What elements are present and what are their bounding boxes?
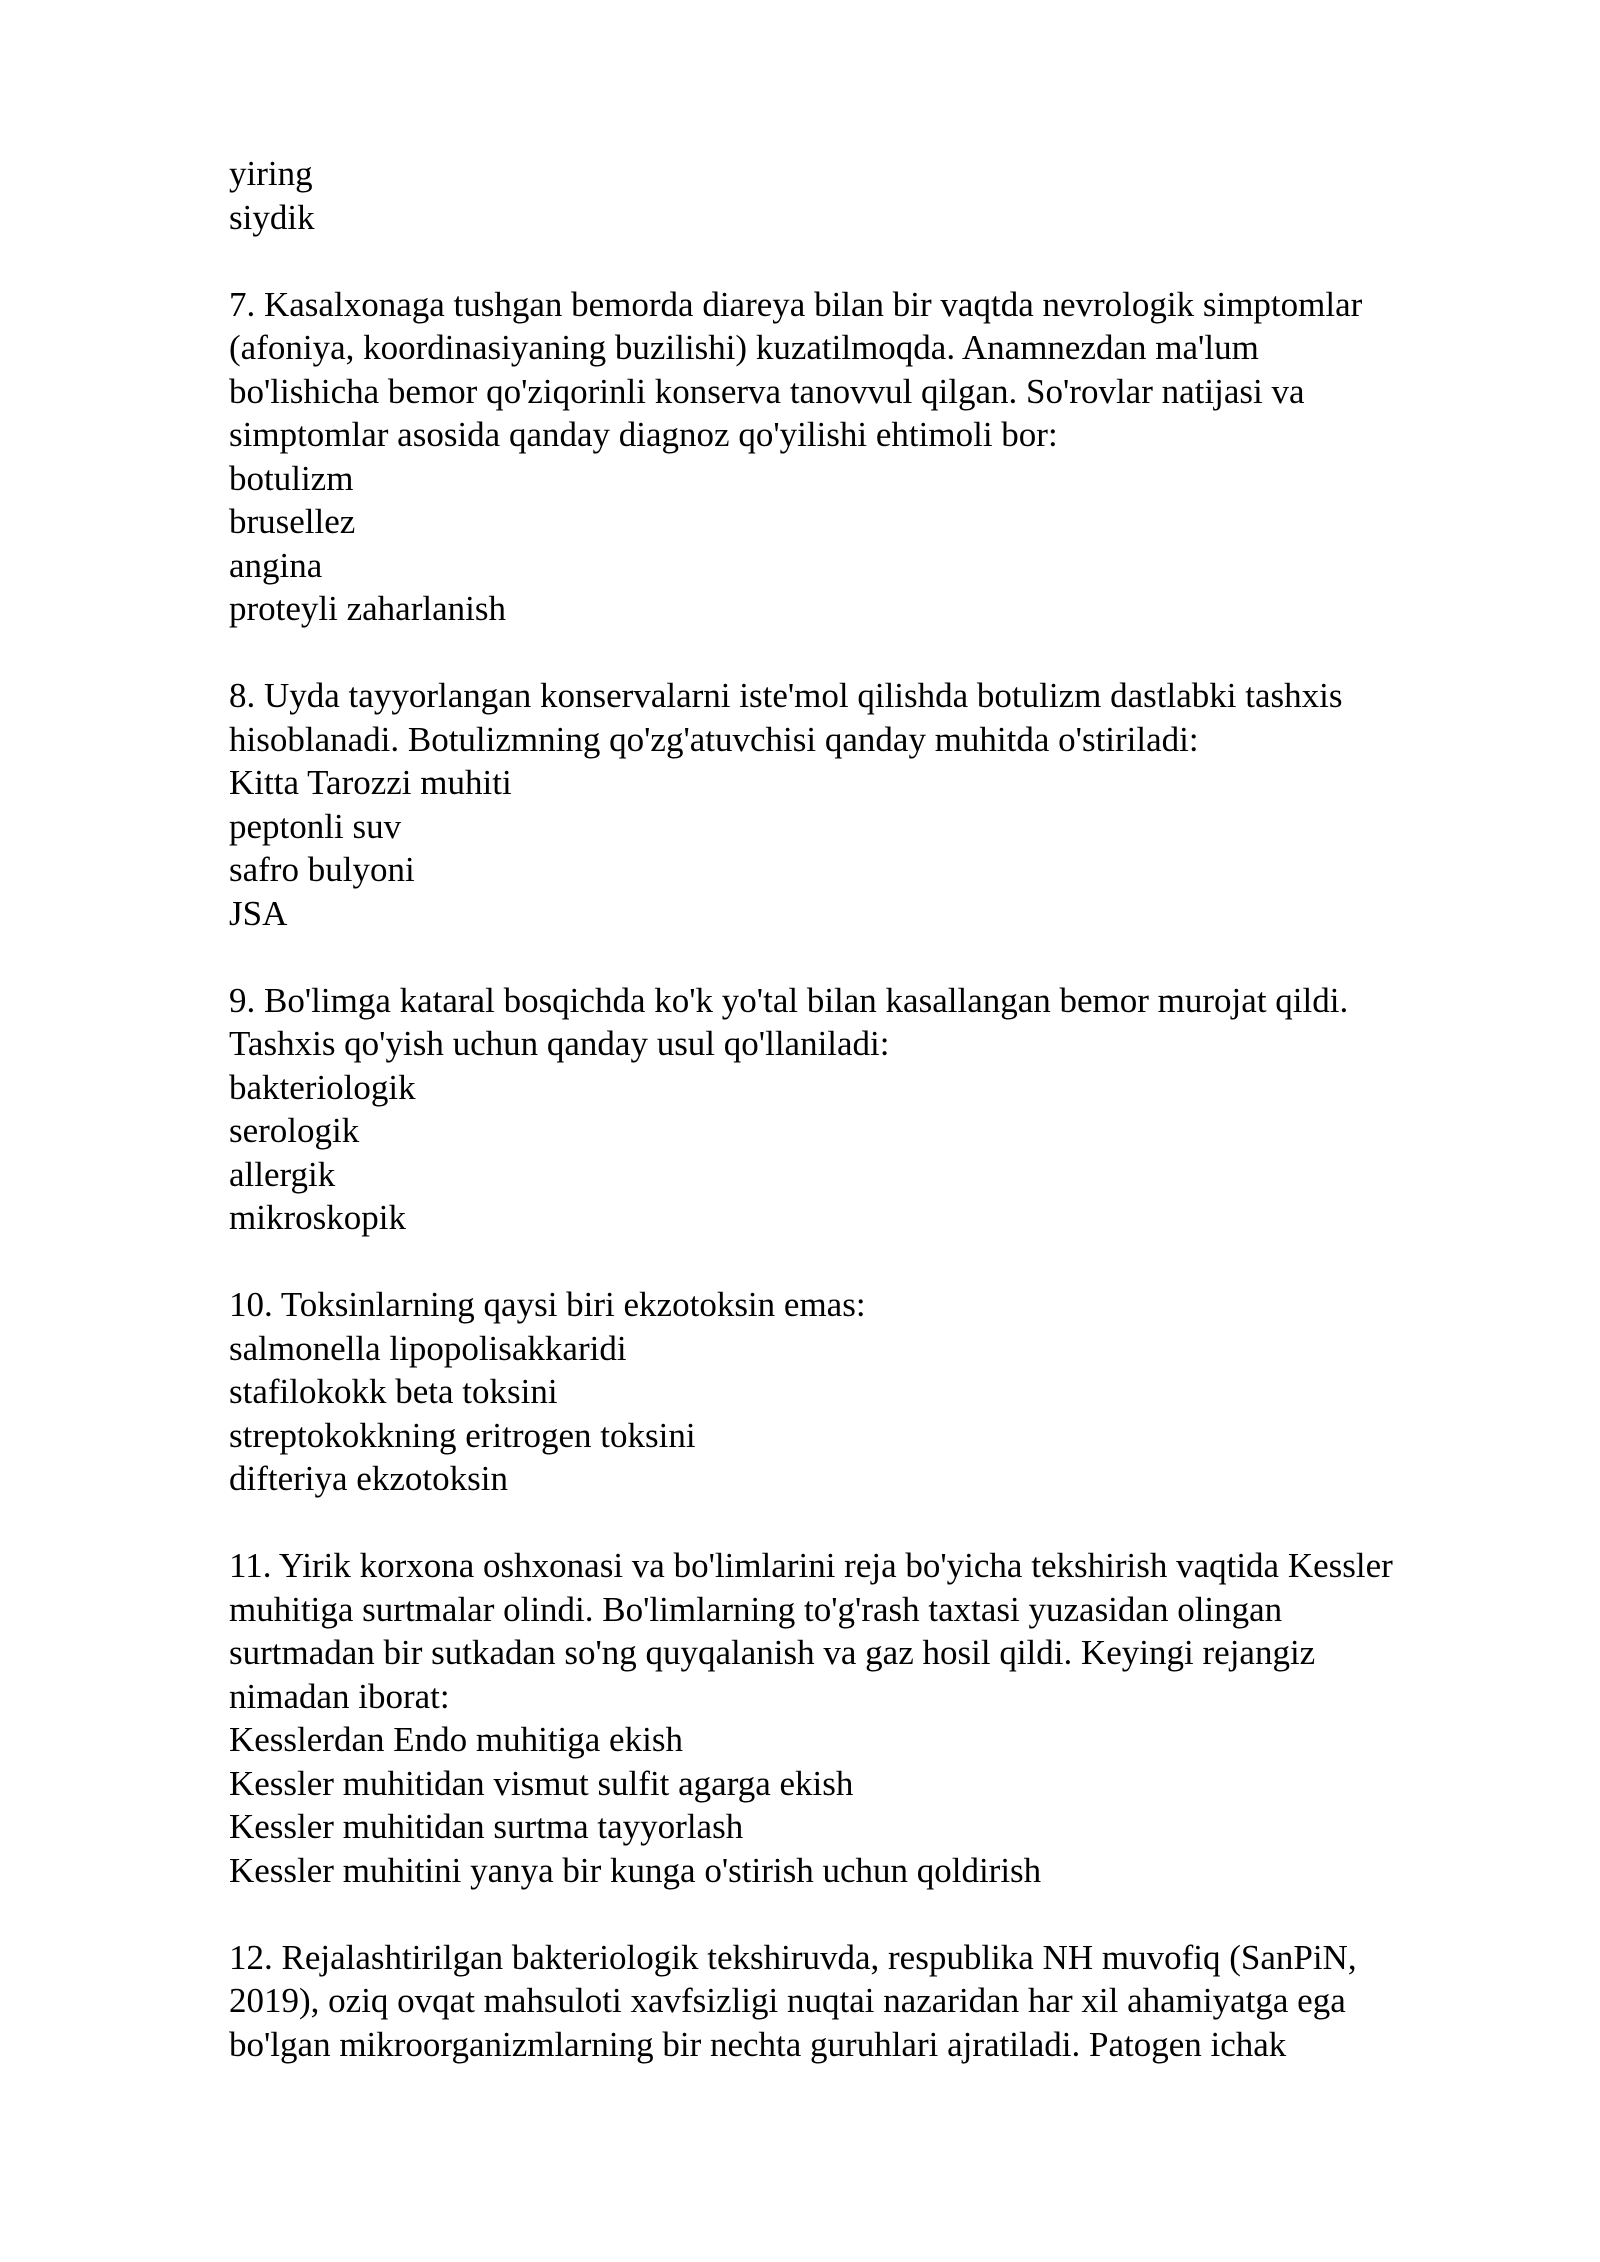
answer-option: Kesslerdan Endo muhitiga ekish [229, 1720, 683, 1759]
answer-option: serologik [229, 1111, 360, 1150]
paragraph-gap [229, 239, 1529, 283]
answer-option: JSA [229, 893, 288, 933]
paragraph-gap [229, 935, 1529, 979]
paragraph-gap [229, 1501, 1529, 1545]
answer-option: allergik [229, 1154, 336, 1194]
answer-option: Kitta Tarozzi muhiti [229, 763, 512, 802]
question-text-line: 2019), oziq ovqat mahsuloti xavfsizligi nuqtai nazaridan har xil ahamiyatga ega [229, 1981, 1346, 2020]
answer-option: angina [229, 545, 323, 585]
answer-option: brusellez [229, 502, 356, 541]
document-text [229, 152, 1529, 2066]
paragraph-gap [229, 1892, 1529, 1936]
answer-option: safro bulyoni [229, 850, 415, 889]
answer-option: bakteriologik [229, 1067, 416, 1107]
question-block [229, 152, 1529, 239]
answer-option: Kessler muhitidan surtma tayyorlash [229, 1807, 744, 1846]
question-text-line: 11. Yirik korxona oshxonasi va bo'limlarini reja bo'yicha tekshirish vaqtida Kessler [229, 1546, 1393, 1585]
answer-option: salmonella lipopolisakkaridi [229, 1328, 627, 1368]
answer-option: yiring [229, 154, 313, 193]
question-text-line: 7. Kasalxonaga tushgan bemorda diareya bilan bir vaqtda nevrologik simptomlar [229, 284, 1363, 324]
question-block [229, 1936, 1529, 2067]
answer-option: siydik [229, 197, 315, 237]
question-block [229, 674, 1529, 935]
question-text-line: surtmadan bir sutkadan so'ng quyqalanish va gaz hosil qildi. Keyingi rejangiz [229, 1633, 1316, 1672]
question-block [229, 1283, 1529, 1501]
question-block [229, 979, 1529, 1240]
paragraph-gap [229, 631, 1529, 675]
question-block [229, 1544, 1529, 1892]
question-text-line: muhitiga surtmalar olindi. Bo'limlarning to'g'rash taxtasi yuzasidan olingan [229, 1589, 1283, 1629]
answer-option: stafilokokk beta toksini [229, 1372, 558, 1411]
question-text-line: bo'lgan mikroorganizmlarning bir nechta guruhlari ajratiladi. Patogen ichak [229, 2024, 1287, 2064]
question-text-line: hisoblanadi. Botulizmning qo'zg'atuvchisi qanday muhitda o'stiriladi: [229, 719, 1199, 759]
question-text-line: Tashxis qo'yish uchun qanday usul qo'llaniladi: [229, 1024, 890, 1063]
answer-option: peptonli suv [229, 806, 402, 846]
answer-option: Kessler muhitidan vismut sulfit agarga ekish [229, 1763, 854, 1803]
answer-option: streptokokkning eritrogen toksini [229, 1415, 696, 1455]
question-text-line: (afoniya, koordinasiyaning buzilishi) kuzatilmoqda. Anamnezdan ma'lum [229, 328, 1259, 367]
answer-option: proteyli zaharlanish [229, 589, 506, 628]
question-text-line: bo'lishicha bemor qo'ziqorinli konserva tanovvul qilgan. So'rovlar natijasi va [229, 371, 1305, 411]
question-text-line: nimadan iborat: [229, 1676, 450, 1716]
answer-option: botulizm [229, 458, 354, 498]
question-text-line: 8. Uyda tayyorlangan konservalarni iste'mol qilishda botulizm dastlabki tashxis [229, 676, 1343, 715]
question-text-line: 10. Toksinlarning qaysi biri ekzotoksin emas: [229, 1285, 866, 1324]
paragraph-gap [229, 1240, 1529, 1284]
answer-option: mikroskopik [229, 1198, 406, 1237]
question-block [229, 283, 1529, 631]
question-text-line: 9. Bo'limga kataral bosqichda ko'k yo'tal bilan kasallangan bemor murojat qildi. [229, 980, 1349, 1020]
answer-option: Kessler muhitini yanya bir kunga o'stirish uchun qoldirish [229, 1850, 1042, 1890]
question-text-line: simptomlar asosida qanday diagnoz qo'yilishi ehtimoli bor: [229, 415, 1058, 454]
question-text-line: 12. Rejalashtirilgan bakteriologik tekshiruvda, respublika NH muvofiq (SanPiN, [229, 1937, 1357, 1977]
answer-option: difteriya ekzotoksin [229, 1459, 508, 1498]
